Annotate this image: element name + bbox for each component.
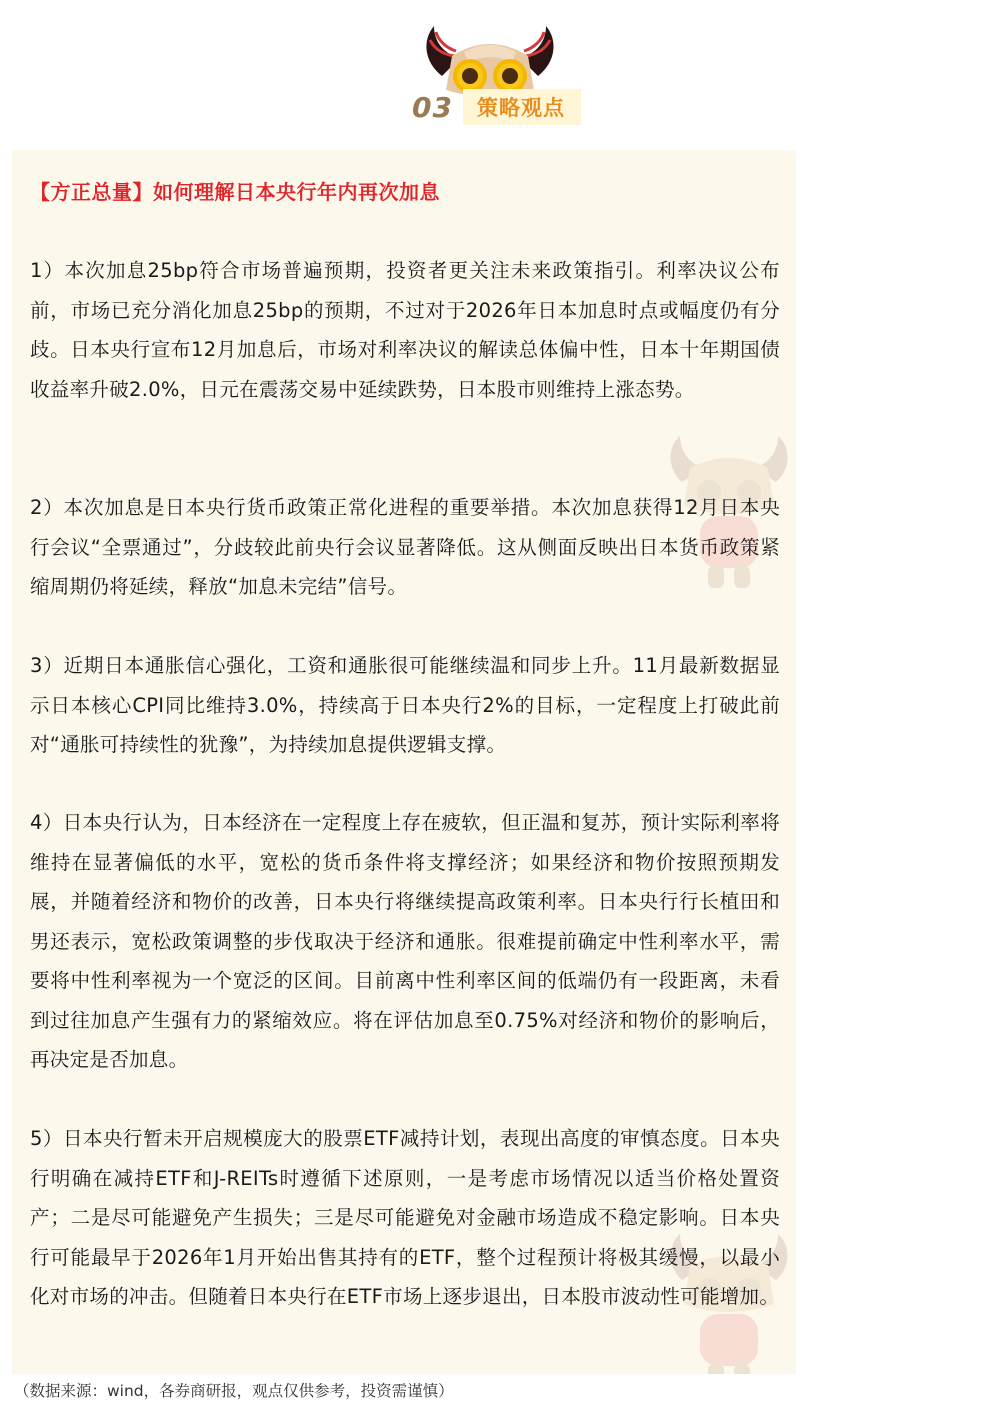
article-title: 【方正总量】如何理解日本央行年内再次加息 — [30, 180, 440, 204]
paragraph-1: 1）本次加息25bp符合市场普遍预期，投资者更关注未来政策指引。利率决议公布前，市场已充分消化加息25bp的预期，不过对于2026年日本加息时点或幅度仍有分歧。日本央行宣布12月加息后，市场对利率决议的解读总体偏中性，日本十年期国债收益率升破2.0%，日元在震荡交易中延续跌势，日本股市则维持上涨态势。 — [30, 259, 780, 401]
section-title: 策略观点 — [463, 89, 581, 125]
section-tag — [412, 90, 581, 124]
source-note: （数据来源：wind，各券商研报，观点仅供参考，投资需谨慎） — [14, 1382, 454, 1400]
paragraph-3: 3）近期日本通胀信心强化，工资和通胀很可能继续温和同步上升。11月最新数据显示日本核心CPI同比维持3.0%，持续高于日本央行2%的目标，一定程度上打破此前对“通胀可持续性的犹豫”，为持续加息提供逻辑支撑。 — [30, 654, 780, 756]
paragraph-5: 5）日本央行暂未开启规模庞大的股票ETF减持计划，表现出高度的审慎态度。日本央行明确在减持ETF和J-REITs时遵循下述原则，一是考虑市场情况以适当价格处置资产；二是尽可能避免产生损失；三是尽可能避免对金融市场造成不稳定影响。日本央行可能最早于2026年1月开始出售其持有的ETF，整个过程预计将极其缓慢，以最小化对市场的冲击。但随着日本央行在ETF市场上逐步退出，日本股市波动性可能增加。 — [30, 1127, 780, 1308]
paragraph-4: 4）日本央行认为，日本经济在一定程度上存在疲软，但正温和复苏，预计实际利率将维持在显著偏低的水平，宽松的货币条件将支撑经济；如果经济和物价按照预期发展，并随着经济和物价的改善，日本央行将继续提高政策利率。日本央行行长植田和男还表示，宽松政策调整的步伐取决于经济和通胀。很难提前确定中性利率水平，需要将中性利率视为一个宽泛的区间。目前离中性利率区间的低端仍有一段距离，未看到过往加息产生强有力的紧缩效应。将在评估加息至0.75%对经济和物价的影响后，再决定是否加息。 — [30, 811, 780, 1071]
article-card — [12, 150, 796, 1374]
section-header — [0, 0, 981, 140]
section-number: 03 — [412, 90, 453, 124]
paragraph-2: 2）本次加息是日本央行货币政策正常化进程的重要举措。本次加息获得12月日本央行会议“全票通过”，分歧较此前央行会议显著降低。这从侧面反映出日本货币政策紧缩周期仍将延续，释放“加息未完结”信号。 — [30, 496, 780, 598]
